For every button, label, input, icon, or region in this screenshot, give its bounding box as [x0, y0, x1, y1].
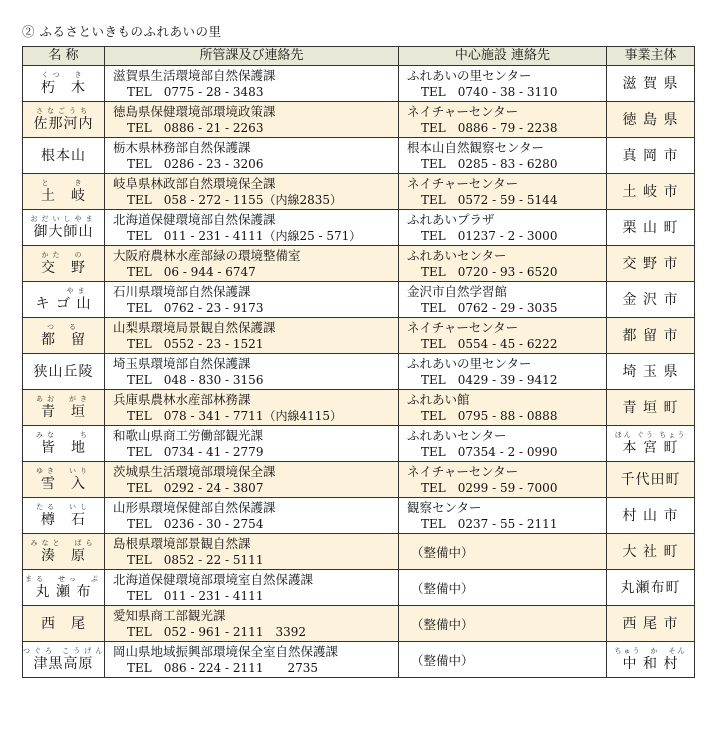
facility-phone: TEL 0572 - 59 - 5144: [421, 192, 558, 207]
facility-name: ふれあいの里センター: [407, 67, 532, 83]
name-reading: まる せっ ぷ: [25, 574, 102, 583]
operator-name: 土 岐 市: [622, 183, 679, 200]
site-name: 朽 木: [41, 79, 86, 96]
operator-reading: ほん ぐう ちょう: [614, 430, 687, 439]
facility-name: ふれあいの里センター: [407, 355, 532, 371]
department-cell: [105, 282, 399, 318]
name-cell: [23, 426, 105, 462]
department-cell: [105, 102, 399, 138]
department-phone: TEL 086 - 224 - 2111 2735: [127, 660, 318, 675]
department-name: 埼玉県環境部自然保護課: [113, 355, 251, 371]
department-name: 北海道保健環境部自然保護課: [113, 211, 276, 227]
operator-name: 埼 玉 県: [622, 363, 679, 380]
operator-name: 都 留 市: [622, 327, 679, 344]
operator-name: 青 垣 町: [622, 399, 679, 416]
operator-name: 交 野 市: [622, 255, 679, 272]
site-name: 西 尾: [41, 615, 86, 632]
name-cell: [23, 354, 105, 390]
site-name: 青 垣: [41, 403, 86, 420]
department-name: 兵庫県農林水産部林務課: [113, 391, 251, 407]
operator-cell: [607, 102, 695, 138]
operator-cell: [607, 426, 695, 462]
table-body: [23, 66, 695, 678]
facility-phone: TEL 0554 - 45 - 6222: [421, 336, 558, 351]
facility-cell: [399, 318, 607, 354]
site-name: 都 留: [41, 331, 86, 348]
facility-cell: [399, 246, 607, 282]
department-cell: [105, 606, 399, 642]
operator-cell: [607, 66, 695, 102]
facility-name: 金沢市自然学習館: [407, 283, 508, 299]
facility-cell: [399, 210, 607, 246]
facility-phone: TEL 0285 - 83 - 6280: [421, 156, 558, 171]
facility-cell: [399, 354, 607, 390]
name-reading: おだいしやま: [30, 214, 97, 223]
table-row: [23, 570, 695, 606]
operator-name: 中 和 村: [622, 655, 679, 672]
name-cell: [23, 246, 105, 282]
department-name: 茨城県生活環境部環境保全課: [113, 463, 276, 479]
department-cell: [105, 66, 399, 102]
operator-cell: [607, 282, 695, 318]
facility-cell: [399, 174, 607, 210]
name-reading: みなと ばら: [30, 538, 97, 547]
site-name: 根本山: [41, 147, 86, 164]
department-cell: [105, 534, 399, 570]
operator-reading: ちゅう か そん: [614, 646, 687, 655]
facility-cell: [399, 66, 607, 102]
facility-phone: TEL 0237 - 55 - 2111: [421, 516, 558, 531]
operator-cell: [607, 570, 695, 606]
department-phone: TEL 058 - 272 - 1155（内線2835）: [127, 192, 342, 207]
facility-name: ネイチャーセンター: [407, 175, 519, 191]
department-name: 山梨県環境局景観自然保護課: [113, 319, 276, 335]
contact-table: [22, 46, 695, 678]
department-phone: TEL 0852 - 22 - 5111: [127, 552, 264, 567]
operator-cell: [607, 390, 695, 426]
col-header-operator: 事業主体: [607, 47, 695, 66]
site-name: 湊 原: [41, 547, 86, 564]
department-phone: TEL 052 - 961 - 2111 3392: [127, 624, 306, 639]
name-reading: つぐろ こうげん: [23, 646, 107, 655]
department-phone: TEL 0886 - 21 - 2263: [127, 120, 264, 135]
facility-name: 根本山自然観察センター: [407, 139, 545, 155]
department-name: 岡山県地域振興部環境保全室自然保護課: [113, 643, 339, 659]
site-name: 佐那河内: [33, 115, 94, 132]
operator-cell: [607, 138, 695, 174]
facility-name: ふれあいセンター: [407, 247, 507, 263]
department-name: 愛知県商工部観光課: [113, 607, 226, 623]
operator-name: 村 山 市: [622, 507, 679, 524]
operator-cell: [607, 606, 695, 642]
name-reading: みな ち: [36, 430, 91, 439]
facility-phone: TEL 0720 - 93 - 6520: [421, 264, 558, 279]
facility-cell: [399, 642, 607, 678]
department-cell: [105, 426, 399, 462]
col-header-name: 名 称: [23, 47, 105, 66]
name-reading: さなごうち: [36, 106, 91, 115]
table-row: [23, 246, 695, 282]
facility-cell: [399, 282, 607, 318]
table-row: [23, 462, 695, 498]
name-cell: [23, 534, 105, 570]
facility-cell: [399, 534, 607, 570]
name-cell: [23, 498, 105, 534]
name-cell: [23, 210, 105, 246]
department-name: 滋賀県生活環境部自然保護課: [113, 67, 276, 83]
facility-cell: [399, 138, 607, 174]
department-phone: TEL 011 - 231 - 4111（内線25 - 571）: [127, 228, 362, 243]
name-cell: [23, 102, 105, 138]
name-reading: やま: [38, 286, 89, 295]
department-cell: [105, 462, 399, 498]
operator-cell: [607, 210, 695, 246]
department-phone: TEL 0734 - 41 - 2779: [127, 444, 264, 459]
department-phone: TEL 0236 - 30 - 2754: [127, 516, 264, 531]
section-heading: ② ふるさといきものふれあいの里: [22, 24, 222, 39]
department-phone: TEL 078 - 341 - 7711（内線4115）: [127, 408, 342, 423]
name-reading: つ る: [47, 322, 80, 331]
department-cell: [105, 570, 399, 606]
operator-name: 滋 賀 県: [622, 75, 679, 92]
name-cell: [23, 138, 105, 174]
department-name: 石川県環境部自然保護課: [113, 283, 251, 299]
facility-cell: [399, 498, 607, 534]
name-reading: くつ き: [41, 70, 86, 79]
name-reading: ゆき いり: [36, 466, 91, 475]
operator-name: 丸瀬布町: [620, 579, 681, 596]
name-cell: [23, 462, 105, 498]
name-cell: [23, 318, 105, 354]
facility-cell: [399, 570, 607, 606]
facility-phone: TEL 0429 - 39 - 9412: [421, 372, 558, 387]
table-row: [23, 210, 695, 246]
site-name: 御大師山: [33, 223, 94, 240]
name-cell: [23, 174, 105, 210]
facility-name: ふれあいセンター: [407, 427, 507, 443]
operator-name: 大 社 町: [622, 543, 679, 560]
department-phone: TEL 0292 - 24 - 3807: [127, 480, 264, 495]
name-cell: [23, 66, 105, 102]
facility-cell: [399, 390, 607, 426]
table-row: [23, 498, 695, 534]
table-row: [23, 426, 695, 462]
operator-name: 金 沢 市: [622, 291, 679, 308]
department-cell: [105, 354, 399, 390]
operator-cell: [607, 642, 695, 678]
department-cell: [105, 138, 399, 174]
facility-name: ネイチャーセンター: [407, 319, 519, 335]
facility-status: （整備中）: [411, 653, 474, 668]
department-name: 島根県環境部景観自然課: [113, 535, 251, 551]
operator-cell: [607, 246, 695, 282]
facility-name: 観察センター: [407, 499, 482, 515]
site-name: 丸 瀬 布: [35, 583, 92, 600]
operator-name: 徳 島 県: [622, 111, 679, 128]
table-row: [23, 174, 695, 210]
name-cell: [23, 570, 105, 606]
department-name: 大阪府農林水産部緑の環境整備室: [113, 247, 301, 263]
table-row: [23, 390, 695, 426]
facility-name: ネイチャーセンター: [407, 103, 519, 119]
facility-phone: TEL 0740 - 38 - 3110: [421, 84, 558, 99]
facility-status: （整備中）: [411, 617, 474, 632]
name-reading: たる いし: [36, 502, 91, 511]
operator-name: 千代田町: [620, 471, 681, 488]
operator-cell: [607, 174, 695, 210]
department-phone: TEL 048 - 830 - 3156: [127, 372, 264, 387]
col-header-department: 所管課及び連絡先: [105, 47, 399, 66]
department-cell: [105, 642, 399, 678]
facility-name: ふれあいプラザ: [407, 211, 495, 227]
department-name: 岐阜県林政部自然環境保全課: [113, 175, 276, 191]
facility-status: （整備中）: [411, 545, 474, 560]
operator-cell: [607, 498, 695, 534]
table-row: [23, 138, 695, 174]
department-phone: TEL 06 - 944 - 6747: [127, 264, 256, 279]
operator-name: 本 宮 町: [622, 439, 679, 456]
facility-cell: [399, 102, 607, 138]
operator-name: 栗 山 町: [622, 219, 679, 236]
department-phone: TEL 0286 - 23 - 3206: [127, 156, 264, 171]
department-cell: [105, 498, 399, 534]
table-row: [23, 642, 695, 678]
department-name: 徳島県保健環境部環境政策課: [113, 103, 276, 119]
site-name: キ ゴ 山: [35, 295, 92, 312]
department-phone: TEL 011 - 231 - 4111: [127, 588, 264, 603]
department-phone: TEL 0775 - 28 - 3483: [127, 84, 264, 99]
department-name: 栃木県林務部自然保護課: [113, 139, 251, 155]
department-name: 山形県環境保健部自然保護課: [113, 499, 276, 515]
header-row: [23, 47, 695, 66]
document: [22, 18, 690, 678]
site-name: 狭山丘陵: [33, 363, 94, 380]
department-name: 北海道保健環境部環境室自然保護課: [113, 571, 314, 587]
facility-name: ネイチャーセンター: [407, 463, 519, 479]
name-cell: [23, 642, 105, 678]
operator-cell: [607, 354, 695, 390]
facility-cell: [399, 462, 607, 498]
facility-phone: TEL 07354 - 2 - 0990: [421, 444, 558, 459]
department-cell: [105, 210, 399, 246]
facility-name: ふれあい館: [407, 391, 470, 407]
table-row: [23, 66, 695, 102]
operator-cell: [607, 534, 695, 570]
facility-status: （整備中）: [411, 581, 474, 596]
facility-phone: TEL 0795 - 88 - 0888: [421, 408, 558, 423]
site-name: 交 野: [41, 259, 86, 276]
name-cell: [23, 390, 105, 426]
name-cell: [23, 282, 105, 318]
name-reading: と き: [41, 178, 86, 187]
name-cell: [23, 606, 105, 642]
site-name: 雪 入: [41, 475, 86, 492]
name-reading: あお がき: [36, 394, 91, 403]
department-cell: [105, 246, 399, 282]
operator-name: 西 尾 市: [622, 615, 679, 632]
site-name: 皆 地: [41, 439, 86, 456]
table-row: [23, 282, 695, 318]
facility-phone: TEL 0762 - 29 - 3035: [421, 300, 558, 315]
facility-cell: [399, 426, 607, 462]
site-name: 土 岐: [41, 187, 86, 204]
table-row: [23, 354, 695, 390]
table-row: [23, 534, 695, 570]
table-row: [23, 318, 695, 354]
facility-phone: TEL 01237 - 2 - 3000: [421, 228, 558, 243]
department-phone: TEL 0552 - 23 - 1521: [127, 336, 264, 351]
col-header-facility: 中心施設 連絡先: [399, 47, 607, 66]
name-reading: かた の: [41, 250, 86, 259]
facility-phone: TEL 0299 - 59 - 7000: [421, 480, 558, 495]
department-phone: TEL 0762 - 23 - 9173: [127, 300, 264, 315]
operator-name: 真 岡 市: [622, 147, 679, 164]
site-name: 樽 石: [41, 511, 86, 528]
operator-cell: [607, 462, 695, 498]
facility-phone: TEL 0886 - 79 - 2238: [421, 120, 558, 135]
table-row: [23, 102, 695, 138]
department-cell: [105, 390, 399, 426]
facility-cell: [399, 606, 607, 642]
operator-cell: [607, 318, 695, 354]
department-cell: [105, 318, 399, 354]
department-cell: [105, 174, 399, 210]
department-name: 和歌山県商工労働部観光課: [113, 427, 264, 443]
table-row: [23, 606, 695, 642]
site-name: 津黒高原: [33, 655, 94, 672]
